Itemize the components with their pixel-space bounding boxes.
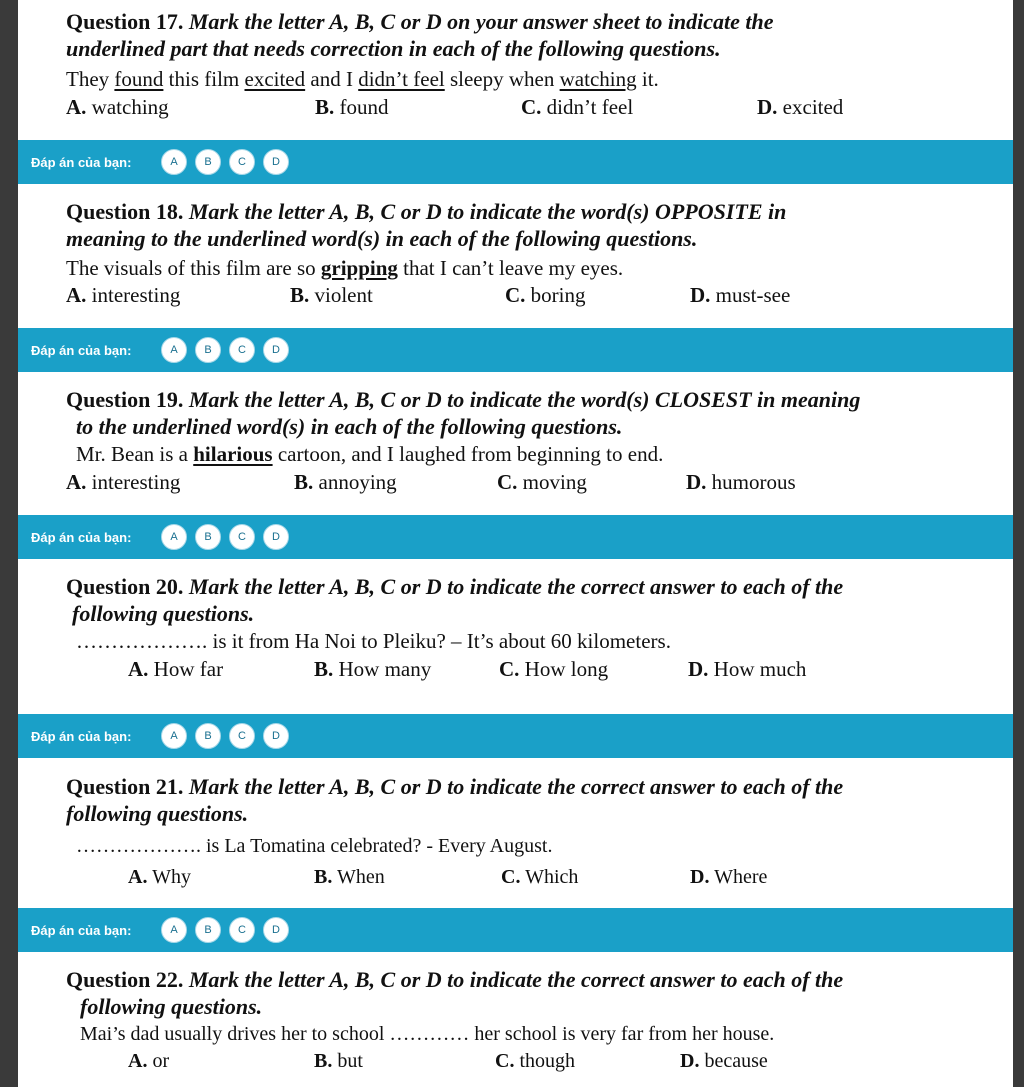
option-letter: A. — [66, 283, 87, 307]
option-letter: C. — [499, 657, 520, 681]
choice-c-button[interactable]: C — [229, 337, 255, 363]
question-17-stem — [66, 66, 659, 92]
choice-d-button[interactable]: D — [263, 723, 289, 749]
option-letter: A. — [128, 1050, 148, 1072]
answer-bar-q18 — [18, 328, 1013, 372]
option-text: or — [147, 1050, 170, 1072]
question-number: Question 18. — [66, 199, 184, 224]
underlined-part: watching — [559, 67, 637, 91]
option-text: but — [332, 1050, 363, 1072]
option-letter: A. — [128, 866, 148, 888]
option-letter: D. — [757, 95, 778, 119]
option-text: violent — [309, 283, 373, 307]
choice-b-button[interactable]: B — [195, 337, 221, 363]
question-20-instruction — [66, 573, 956, 627]
option-letter: C. — [521, 95, 542, 119]
instruction-line-2: to the underlined word(s) in each of the following questions. — [76, 414, 623, 439]
question-number: Question 21. — [66, 774, 184, 799]
choice-a-button[interactable]: A — [161, 337, 187, 363]
option-d — [688, 656, 806, 682]
option-text: How much — [708, 657, 807, 681]
question-22-stem: Mai’s dad usually drives her to school ………… her school is very far from her house. — [80, 1023, 775, 1045]
underlined-word: hilarious — [193, 442, 273, 466]
stem-text: that I can’t leave my eyes. — [397, 256, 624, 280]
choice-c-button[interactable]: C — [229, 524, 255, 550]
instruction-line-2: following questions. — [80, 994, 263, 1019]
option-b — [314, 864, 385, 890]
underlined-part: found — [114, 67, 164, 91]
option-letter: C. — [505, 283, 526, 307]
option-text: Why — [147, 866, 191, 888]
choice-a-button[interactable]: A — [161, 149, 187, 175]
option-letter: A. — [128, 657, 149, 681]
option-text: boring — [525, 283, 586, 307]
option-text: watching — [86, 95, 169, 119]
option-text: humorous — [706, 470, 796, 494]
choice-b-button[interactable]: B — [195, 917, 221, 943]
option-b — [290, 282, 373, 308]
choice-b-button[interactable]: B — [195, 149, 221, 175]
choice-d-button[interactable]: D — [263, 524, 289, 550]
option-d — [680, 1048, 768, 1074]
option-c — [497, 469, 587, 495]
option-a — [128, 864, 191, 890]
option-d — [690, 864, 767, 890]
stem-text: The visuals of this film are so — [66, 256, 321, 280]
option-text: How many — [333, 657, 432, 681]
question-17-instruction — [66, 8, 956, 62]
option-a — [128, 1048, 169, 1074]
question-18-stem — [66, 255, 623, 281]
option-letter: B. — [314, 866, 333, 888]
underlined-word: gripping — [320, 256, 398, 280]
quiz-page — [18, 0, 1013, 1087]
option-text: moving — [517, 470, 587, 494]
answer-bar-label: Đáp án của bạn: — [31, 154, 132, 170]
answer-bar-label: Đáp án của bạn: — [31, 342, 132, 358]
option-letter: C. — [495, 1050, 515, 1072]
option-b — [314, 656, 431, 682]
underlined-part: didn’t feel — [358, 67, 445, 91]
option-text: interesting — [86, 470, 181, 494]
option-letter: D. — [686, 470, 707, 494]
option-d — [757, 94, 843, 120]
option-b — [314, 1048, 363, 1074]
option-letter: B. — [314, 657, 334, 681]
option-letter: C. — [501, 866, 521, 888]
option-c — [499, 656, 608, 682]
option-letter: B. — [290, 283, 310, 307]
instruction-line-1: Mark the letter A, B, C or D to indicate the word(s) CLOSEST in meaning — [188, 387, 861, 412]
question-22-instruction — [66, 966, 956, 1020]
answer-bar-label: Đáp án của bạn: — [31, 529, 132, 545]
option-letter: D. — [690, 866, 710, 888]
option-text: interesting — [86, 283, 181, 307]
instruction-line-2: following questions. — [66, 801, 249, 826]
choice-a-button[interactable]: A — [161, 917, 187, 943]
stem-text: cartoon, and I laughed from beginning to end. — [272, 442, 664, 466]
option-letter: A. — [66, 470, 87, 494]
option-text: though — [514, 1050, 576, 1072]
option-text: annoying — [313, 470, 397, 494]
option-a — [66, 282, 180, 308]
question-21-stem: ………………. is La Tomatina celebrated? - Every August. — [76, 835, 553, 857]
answer-bar-q19 — [18, 515, 1013, 559]
stem-text: it. — [636, 67, 659, 91]
option-letter: B. — [315, 95, 335, 119]
choice-d-button[interactable]: D — [263, 149, 289, 175]
instruction-line-2: meaning to the underlined word(s) in each of the following questions. — [66, 226, 698, 251]
choice-d-button[interactable]: D — [263, 917, 289, 943]
option-letter: B. — [314, 1050, 333, 1072]
underlined-part: excited — [244, 67, 306, 91]
option-letter: D. — [688, 657, 709, 681]
option-letter: D. — [690, 283, 711, 307]
option-text: Which — [520, 866, 579, 888]
choice-a-button[interactable]: A — [161, 723, 187, 749]
answer-bar-label: Đáp án của bạn: — [31, 922, 132, 938]
stem-text: Mr. Bean is a — [76, 442, 194, 466]
choice-b-button[interactable]: B — [195, 524, 221, 550]
question-18-instruction — [66, 198, 956, 252]
instruction-line-1: Mark the letter A, B, C or D to indicate the correct answer to each of the — [188, 574, 844, 599]
choice-b-button[interactable]: B — [195, 723, 221, 749]
instruction-line-1: Mark the letter A, B, C or D to indicate the correct answer to each of the — [188, 774, 844, 799]
question-number: Question 20. — [66, 574, 184, 599]
answer-bar-label: Đáp án của bạn: — [31, 728, 132, 744]
option-text: must-see — [710, 283, 791, 307]
option-a — [66, 94, 169, 120]
choice-a-button[interactable]: A — [161, 524, 187, 550]
choice-d-button[interactable]: D — [263, 337, 289, 363]
answer-bar-q20 — [18, 714, 1013, 758]
instruction-line-2: underlined part that needs correction in each of the following questions. — [66, 36, 721, 61]
instruction-line-1: Mark the letter A, B, C or D to indicate the word(s) OPPOSITE in — [188, 199, 787, 224]
stem-text: this film — [163, 67, 245, 91]
question-20-stem: ………………. is it from Ha Noi to Pleiku? – It’s about 60 kilometers. — [76, 629, 671, 653]
question-number: Question 19. — [66, 387, 184, 412]
stem-text: They — [66, 67, 115, 91]
option-c — [495, 1048, 575, 1074]
option-text: didn’t feel — [541, 95, 634, 119]
choice-c-button[interactable]: C — [229, 149, 255, 175]
stem-text: and I — [305, 67, 359, 91]
option-c — [521, 94, 633, 120]
option-a — [128, 656, 223, 682]
answer-bar-q17 — [18, 140, 1013, 184]
answer-bar-q21 — [18, 908, 1013, 952]
choice-c-button[interactable]: C — [229, 723, 255, 749]
option-a — [66, 469, 180, 495]
option-text: Where — [709, 866, 768, 888]
option-b — [294, 469, 397, 495]
option-letter: C. — [497, 470, 518, 494]
question-19-stem — [76, 441, 663, 467]
choice-c-button[interactable]: C — [229, 917, 255, 943]
option-letter: D. — [680, 1050, 700, 1072]
question-number: Question 17. — [66, 9, 184, 34]
option-d — [690, 282, 790, 308]
question-number: Question 22. — [66, 967, 184, 992]
option-b — [315, 94, 389, 120]
question-21-instruction — [66, 773, 956, 827]
option-c — [501, 864, 578, 890]
option-text: When — [332, 866, 385, 888]
instruction-line-1: Mark the letter A, B, C or D on your answer sheet to indicate the — [188, 9, 774, 34]
option-text: How long — [519, 657, 609, 681]
option-letter: B. — [294, 470, 314, 494]
question-19-instruction — [66, 386, 956, 440]
stem-text: sleepy when — [444, 67, 560, 91]
option-text: How far — [148, 657, 224, 681]
instruction-line-1: Mark the letter A, B, C or D to indicate the correct answer to each of the — [188, 967, 844, 992]
option-text: because — [699, 1050, 768, 1072]
option-letter: A. — [66, 95, 87, 119]
option-text: excited — [777, 95, 844, 119]
instruction-line-2: following questions. — [72, 601, 255, 626]
option-d — [686, 469, 796, 495]
option-c — [505, 282, 586, 308]
option-text: found — [334, 95, 389, 119]
